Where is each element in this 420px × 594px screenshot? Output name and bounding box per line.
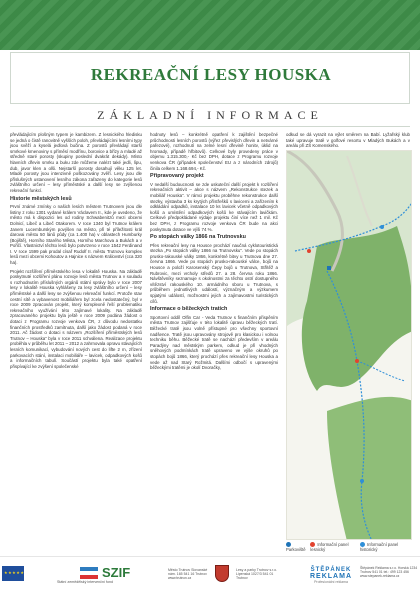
- forest-area-south: [327, 397, 412, 540]
- logo-line: ŠTĚPÁNEK: [310, 567, 352, 573]
- parking-icon: [327, 266, 331, 270]
- paragraph: Projekt rozšíření příměstského lesa v lokalitě Houska. Na základě poskytnuté rozšíření plánu rozvoje lesů města Trutnov a v souladu s rozhodnutím příslušných orgánů státní správy bylo v roce 2007 lesy v lokalitě Houska vyhlášeny za lesy zvláštního určení – lesy příměstské a další lesy se zvýšenou rekreační funkcí. Protože stav cestní sítě a vybavenost mobiliářem byl zcela nedostatečný, byl v roce 2009 zpracován projekt, který komplexně řeší problematiku rekreačního využívání této zajímavé lokality. Na základě zpracovaného projektu byla ještě v roce 2009 podána žádost o dotaci z Programu rozvoje venkova ČR, z důvodu nedostatku finančních prostředků zamítnuta, další jako žádost podaná v roce 2011. Ač žádost o dotaci s názvem „Rozšíření příměstských lesů Trutnov – Houska“ byla v roce 2011 schválena. Realizace projektu proběhla v průběhu let 2011 – 2012 a zahrnovala opravu stávajících lesních komunikací, vybudování nových cest do lifte 2 m, zřízení parkovacích stání, instalaci mobiliáře – lavicek, odpadkových košů a informačních tabulí. Součástí projektu byla také opatření přispívající ke zvýšení společenské: [10, 268, 142, 369]
- szif-caption: Státní zemědělský intervenční fond: [57, 580, 113, 584]
- szif-logo: [80, 565, 130, 580]
- forest-area-dense: [302, 226, 412, 391]
- paragraph: Sportovní oddíl Olfin Car - Veda Trutnov s finančním přispěním města Trutnov zajišťuje v této lokalitě úpravu běžeckých tratí. Běžecké tratě jsou volně přístupné pro všechny sportovní nadšence. Tratě jsou upravovány strojově pro klasickou i volnou techniku běhu. Běžecké tratě se nachází především v areálu Paradýny nad městským parkem, odkud je při vhodných sněhových podmínkách tratě upraveno ve výše okruhů po stopách bojů 1866, který prochází přes rekreační lesy Houska a vede až nad Starý Rožmitá. Dalšími odbočí s upravenými běžeckými tratěmi je okolí Dvoračky,: [150, 314, 278, 371]
- section-heading-ski-trails: Informace o běžeckých tratích: [150, 306, 228, 313]
- szif-name: SZIF: [102, 565, 131, 580]
- page-title: REKREAČNÍ LESY HOUSKA: [90, 65, 332, 84]
- divider: [10, 126, 410, 127]
- top-banner: [0, 0, 420, 50]
- page-subtitle: ZÁKLADNÍ INFORMACE: [97, 108, 323, 122]
- legend-item: [286, 542, 310, 552]
- legend-label: Parkoviště: [286, 547, 306, 552]
- legend-item: [360, 542, 412, 552]
- banner-texture: [0, 0, 420, 50]
- city-crest-logo: [215, 565, 229, 582]
- paragraph: První známé zmínky o našich lesích městem Trutnovem jsou dle listiny z roku 1301 vydané králem Václavem II., kde je uvedeno, že město má k dispozici les od rodiny Schwabenitzů mezi obcemi Dolnicí, Libeč a Libeč Otakorem. V roce 1340 byl Trutnov králem Janem Lucemburským povýšen na město, při té příležitosti král darovai městu 50 lánů půdy (ca 1.400 ha) v oblastech Humburky (Bojiště), Horního Starého Města, Horního Marchova a Bukách a v Pořičí. Vlastnictví těchto lesů bylo potvrzeno v roce 1542 Ferdinand I. V roce 1599 pak prodal císař Rudolf II. městu Trutnovu komplex lesů mezi obcemi Kohoutov a Hajnice s názvem Království (cca 320 ha).: [10, 204, 142, 266]
- map-graphic: [287, 151, 412, 540]
- text-column-3: [286, 132, 410, 152]
- paragraph: odkud se dá vyrazit na výlet směrem na Babí. Lyžařský klub také upravuje tratě v golfové resortu v Mladých Bukách a v areálu při ZŠ Komenského.: [286, 132, 410, 149]
- text-column-1: [10, 132, 142, 372]
- section-heading-project: Připravovaný projekt: [150, 173, 204, 180]
- info-marker-icon: [307, 249, 311, 253]
- logo-line: REKLAMA: [310, 573, 352, 580]
- legend-label: Informační panel historický: [359, 542, 399, 552]
- legend-label: Informační panel lesnický: [310, 542, 349, 552]
- title-bar: [10, 52, 410, 104]
- forest-map: [286, 150, 412, 540]
- eu-flag-logo: [2, 566, 24, 581]
- stepanek-logo: [306, 567, 356, 584]
- paragraph: Přes rekreační lesy na Housce prochází naučná cyklotouristická stezka „Po stopách války 1866 na Trutnovsku“. Vede po stopách prusko-rakouské války 1866, konkrétně bitvy u Trutnova dne 27. června 1866. Vede po stopách prusko-rakouské válce, bojů na Housce a položí Karosenský Čepy bojů u Trutnova, Střítěž a Rubrovic, mezi vrcholy středů 27. a 28. června roku 1866. Návštěvníky seznamuje s okolnostmi za těchto ostrí dostupného vítězství rakouského 10. armádního sboru u Trutnova, s průběhem jednotlivých událostí, význačným a výzkumem spjatými událostí, možnostmi jejich a zajímavostmi turistických cílů.: [150, 242, 278, 304]
- paragraph: převládajícím plošným typem je kambizem. Z lesnického hledisku se jedná o čistě ranovitně vyšších poloh, převládajícími lesními typy jsou svěží a kyselá jedlová bučina. Z porostů převládají starší smrkové kmenoviny s příměsí modřínu, borovice a břízy a mladé až středně staré porosty (skupiny poslední dvakrát dekády). Místo hlavních dřevin smrku a buku zde můžeme nalézt také jedli, lípu, dub, javor klen a olši. Nejstarší porosty dosahují věku 125 let. Mladé porosty jsou intenzivně poškozovány zvěří. Lesy jsou dle příslušných ustanovení lesního zákona zařazeny do kategorie lesů zvláštního určení – lesy příměstské a další lesy se zvýšenou rekreační funkcí.: [10, 132, 142, 193]
- info-marker-icon: [355, 359, 359, 363]
- paragraph: hodnoty lesů – konkrétně opatření k zajištění bezpečné průchodnosti lesních porostů (výřez převislých dřevin a netvárné pařezové), rozhodnutí na zelné lesní dřevině honitv, úklid na hromady, případě hřbitovů). Celkové byly provedeny práce v objemu 1.315.300,- Kč bez DPH, dotace z Programu rozvoje venkova ČR (případek společenství EU a z národních zdrojů) činila celkem 1.168.694,- Kč.: [150, 132, 278, 171]
- flag-icon: [80, 567, 98, 579]
- section-heading-war-1866: Po stopách války 1866 na Trutnovsku: [150, 234, 246, 241]
- sponsor-city: Město Trutnov Slovanské nám. 165 541 16 Trutnov www.trutnov.cz: [168, 568, 208, 581]
- text-column-2: [150, 132, 278, 374]
- info-marker-icon: [380, 225, 384, 229]
- contact-info: Štěpánek Reklama s.r.o. Horská 1234 Trutnov 541 01 tel.: 499 123 456 www.stepanek-reklama.cz: [360, 566, 418, 578]
- legend-item: [310, 542, 360, 552]
- map-legend: [286, 542, 412, 552]
- sponsor-forests: Lesy a parky Trutnov s.r.o. Lipenská 1027/3 541 01 Trutnov: [236, 568, 278, 581]
- info-marker-icon: [360, 479, 364, 483]
- section-heading-history: Historie městských lesů: [10, 195, 72, 202]
- logo-tagline: Profesionální reklama: [314, 580, 348, 584]
- paragraph: V nedalší budoucnosti se zde uskuteční další projekt k rozšíření rekreačních aktivit – akce s názvem „Rekonstrukce stezek a mobiliář Houska“. V rámci projektu proběhne rekonstrukce další stezky, výstavba 3 ks krytých přístřešků s lavicemi a zařízením k odkládání odpadků, instalace 10 ks lavicek včetně odpadkových košů a umístění odpadkových košů ke stávajícím lavičkám. Celkové předpokládané výdaje projektu činí více než 1 mil. Kč bez DPH, z Programu rozvoje venkova ČR bude na akci poskytnuta dotace ve výši 74 %.: [150, 181, 278, 232]
